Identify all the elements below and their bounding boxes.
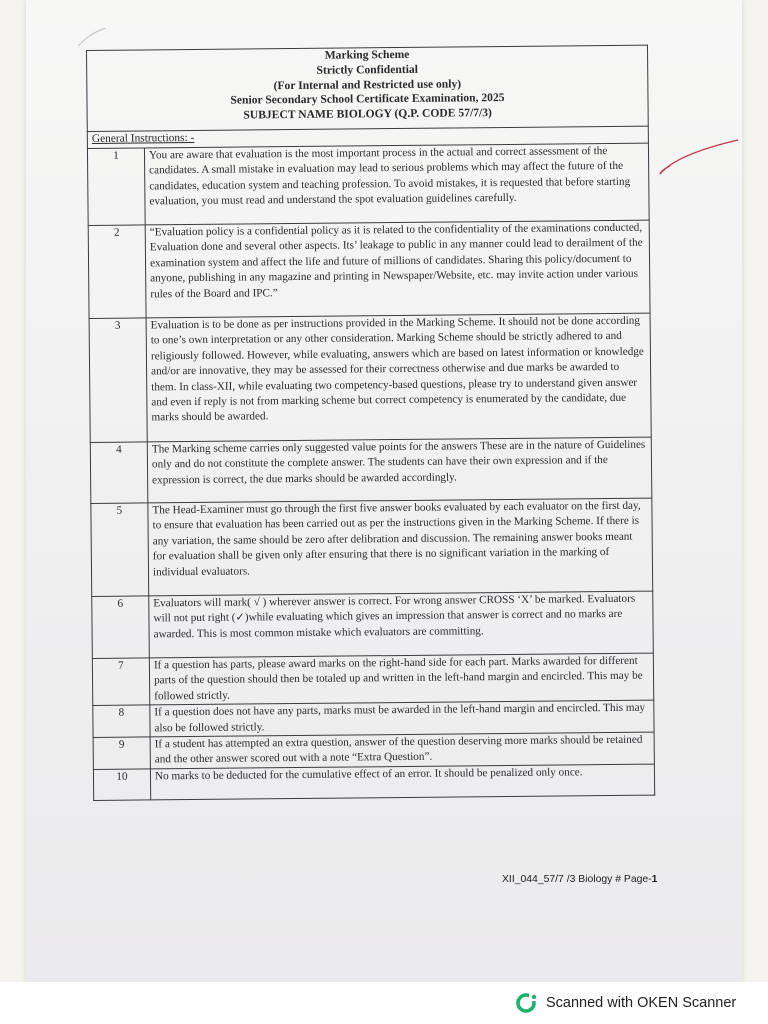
- instruction-row: [92, 591, 654, 658]
- instruction-text: You are aware that evaluation is the most important process in the actual and correct assessment of the candidates. A small mistake in evaluation may lead to serious problems which may affect the future of the candidates, education system and teaching profession. To avoid mistakes, it is requested that before starting evaluation, you must read and understand the spot evaluation guidelines carefully.: [144, 143, 649, 225]
- header-row: [87, 45, 649, 131]
- instruction-row: [92, 653, 653, 706]
- general-instructions-label: General Instructions: -: [91, 131, 195, 145]
- document-header: [87, 45, 649, 131]
- instruction-text: If a question has parts, please award marks on the right-hand side for each part. Marks awarded for different parts of the question should then be totaled up and written in the left-hand margin and encircled. This may be followed strictly.: [149, 653, 653, 705]
- instruction-number: 10: [93, 769, 150, 801]
- instruction-text: The Marking scheme carries only suggested value points for the answers These are in the nature of Guidelines only and do not constitute the complete answer. The students can have their own expression and if the expression is correct, the due marks should be awarded accordingly.: [147, 437, 652, 503]
- instruction-number: 6: [92, 596, 150, 659]
- instruction-text: No marks to be deducted for the cumulative effect of an error. It should be penalized only once.: [150, 764, 654, 800]
- header-restricted: (For Internal and Restricted use only): [273, 76, 462, 92]
- instruction-number: 3: [89, 318, 147, 443]
- instruction-text: Evaluators will mark( √ ) wherever answer is correct. For wrong answer CROSS ‘X’ be marked. Evaluators will not put right (✓)while evaluating which gives an impression that answer is correct and no marks are awarded. This is most common mistake which evaluators are committing.: [149, 591, 654, 658]
- instruction-row: [93, 764, 654, 800]
- footer-page-number: 1: [651, 874, 658, 885]
- instruction-number: 4: [90, 442, 148, 504]
- header-subject: SUBJECT NAME BIOLOGY (Q.P. CODE 57/7/3): [243, 106, 492, 122]
- scanner-watermark: [516, 992, 736, 1014]
- fold-mark: [76, 10, 136, 50]
- instruction-number: 8: [93, 705, 150, 737]
- instruction-number: 5: [91, 503, 149, 597]
- instruction-row: [93, 700, 654, 737]
- header-confidential: Strictly Confidential: [316, 62, 418, 77]
- instruction-row: [90, 437, 652, 503]
- instruction-number: 7: [92, 658, 149, 706]
- instruction-number: 2: [88, 225, 146, 319]
- instruction-text: The Head-Examiner must go through the first five answer books evaluated by each evaluator on the first day, to ensure that evaluation has been carried out as per the instructions given in the Marking Scheme. If there is any variation, the same should be zero after delibration and discussion. The remaining answer books meant for evaluation shall be given only after ensuring that there is no significant variation in the marking of individual evaluators.: [148, 498, 653, 596]
- instruction-text: Evaluation is to be done as per instructions provided in the Marking Scheme. It should not be done according to one’s own interpretation or any other consideration. Marking Scheme should be strictly adhered to and religiously followed. However, while evaluating, answers which are based on latest information or knowledge and/or are innovative, they may be assessed for their correctness otherwise and due marks be awarded to them. In class-XII, while evaluating two competency-based questions, please try to understand given answer and even if reply is not from marking scheme but correct competency is enumerated by the candidate, due marks should be awarded.: [146, 313, 651, 442]
- instruction-row: [93, 732, 654, 769]
- header-exam-name: Senior Secondary School Certificate Examination, 2025: [230, 91, 505, 108]
- instruction-row: [89, 313, 651, 442]
- instruction-row: [87, 143, 649, 225]
- instruction-text: If a student has attempted an extra question, answer of the question deserving more marks should be retained and the other answer scored out with a note “Extra Question”.: [150, 732, 654, 769]
- scanner-text: Scanned with OKEN Scanner: [546, 995, 737, 1011]
- page-footer: [502, 874, 657, 885]
- marking-scheme-table: [86, 45, 655, 801]
- header-title: Marking Scheme: [324, 47, 410, 62]
- oken-scanner-logo-icon: [516, 992, 538, 1014]
- instruction-row: [88, 220, 650, 318]
- instruction-text: “Evaluation policy is a confidential policy as it is related to the confidentiality of the examinations conducted, Evaluation done and several other aspects. Its’ leakage to public in any manner could lead to derailment of the examination system and affect the life and future of millions of candidates. Sharing this policy/document to anyone, publishing in any magazine and printing in Newspaper/Website, etc. may invite action under various rules of the Board and IPC.”: [145, 220, 650, 318]
- instruction-row: [91, 498, 653, 596]
- instruction-text: If a question does not have any parts, marks must be awarded in the left-hand margin and encircled. This may also be followed strictly.: [150, 700, 654, 737]
- instruction-number: 1: [87, 148, 145, 226]
- instruction-number: 9: [93, 737, 150, 769]
- footer-code: XII_044_57/7 /3 Biology # Page-: [502, 874, 652, 885]
